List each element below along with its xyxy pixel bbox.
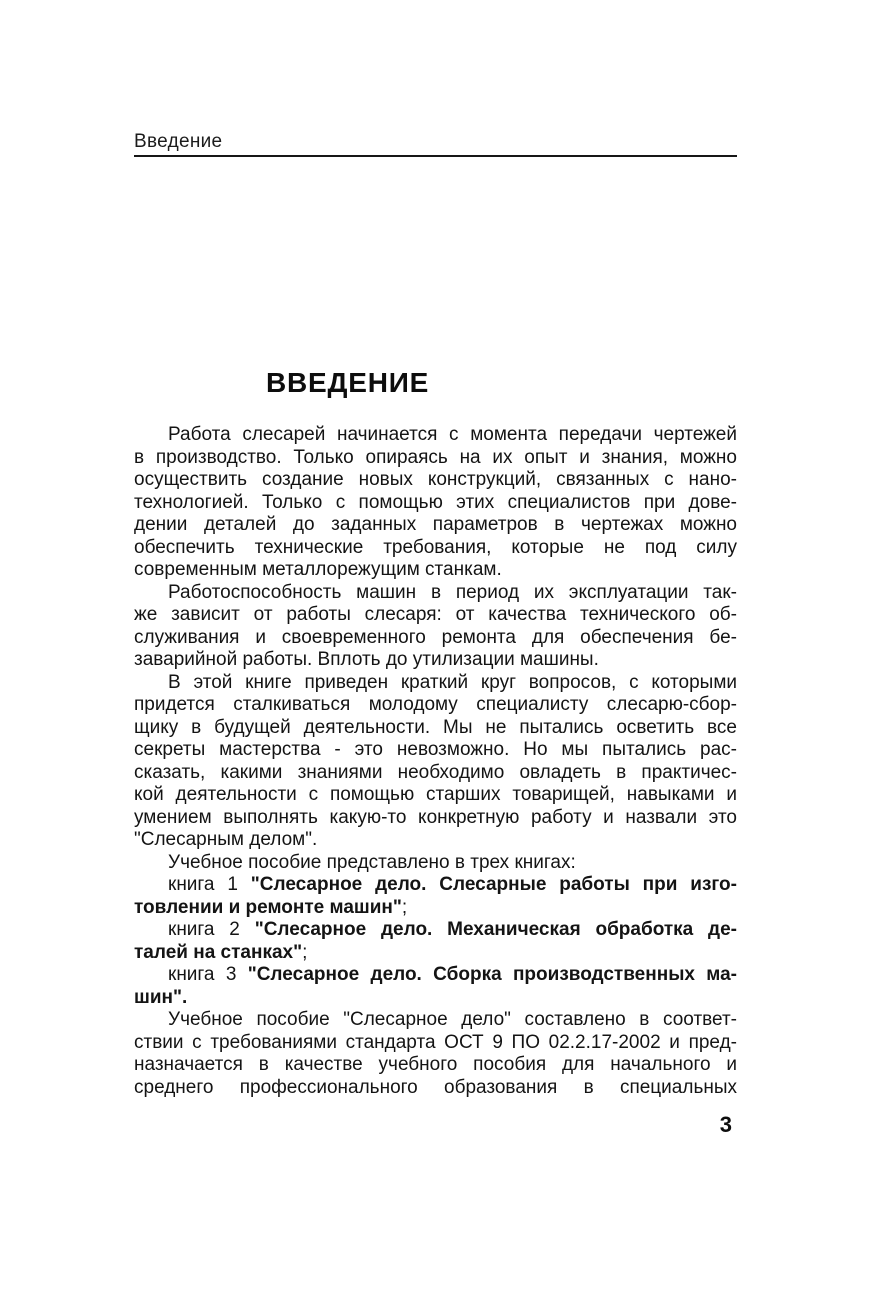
text-line (134, 852, 737, 875)
text-line (134, 717, 737, 740)
chapter-title: ВВЕДЕНИЕ (266, 367, 430, 398)
text-line (134, 537, 737, 560)
text-segment: Учебное пособие представлено в трех книгах: (168, 851, 576, 873)
bold-text-segment: "Слесарное дело. Слесарные работы при изго- (250, 874, 737, 895)
paragraph (134, 852, 737, 875)
text-segment: назначается в качестве учебного пособия для начального и (134, 1054, 737, 1075)
text-segment: в производство. Только опираясь на их опыт и знания, можно (134, 446, 737, 468)
text-segment: же зависит от работы слесаря: от качества технического об- (134, 604, 737, 625)
paragraph (134, 919, 737, 964)
text-line (134, 492, 737, 515)
text-segment: Работоспособность машин в период их эксплуатации так- (168, 581, 737, 603)
text-line (134, 1077, 737, 1100)
text-line (134, 604, 737, 627)
text-segment: В этой книге приведен краткий круг вопросов, с которыми (168, 671, 737, 693)
text-line (134, 942, 737, 965)
bold-text-segment: "Слесарное дело. Сборка производственных ма- (247, 964, 737, 985)
text-segment: ; (302, 941, 308, 963)
text-segment: книга 1 (168, 874, 251, 895)
text-line (134, 514, 737, 537)
text-segment: осуществить создание новых конструкций, связанных с нано- (134, 469, 737, 490)
text-line (134, 1054, 737, 1077)
text-segment: ; (401, 896, 408, 918)
text-segment: среднего профессионального образования в специальных (134, 1076, 737, 1098)
text-line (134, 672, 737, 695)
text-line (134, 559, 737, 582)
body-text (134, 424, 737, 1099)
text-line (134, 784, 737, 807)
paragraph (134, 874, 737, 919)
text-segment: придется сталкиваться молодому специалисту слесарю-сбор- (134, 694, 737, 715)
paragraph (134, 424, 737, 582)
text-line (134, 424, 737, 447)
text-segment: ствии с требованиями стандарта ОСТ 9 ПО 02.2.17-2002 и пред- (134, 1031, 737, 1053)
text-segment: Учебное пособие "Слесарное дело" составлено в соответ- (168, 1009, 737, 1030)
text-segment: книга 2 (168, 919, 255, 940)
paragraph (134, 672, 737, 852)
paragraph (134, 582, 737, 672)
bold-text-segment: товлении и ремонте машин" (134, 896, 402, 918)
page-number: 3 (719, 1112, 732, 1137)
text-line (134, 694, 737, 717)
text-line (134, 964, 737, 987)
text-segment: дении деталей до заданных параметров в чертежах можно (134, 514, 737, 535)
text-line (134, 829, 737, 852)
text-line (134, 762, 737, 785)
text-line (134, 987, 737, 1010)
text-segment: заварийной работы. Вплоть до утилизации машины. (134, 649, 599, 670)
running-header (134, 131, 737, 153)
text-line (134, 807, 737, 830)
running-header-label: Введение (134, 131, 223, 152)
text-line (134, 874, 737, 897)
text-line (134, 582, 737, 605)
text-segment: обеспечить технические требования, которые не под силу (134, 536, 737, 558)
text-line (134, 1009, 737, 1032)
text-segment: секреты мастерства - это невозможно. Но мы пытались рас- (134, 739, 737, 760)
text-line (134, 897, 737, 920)
header-rule (134, 155, 737, 157)
bold-text-segment: талей на станках" (134, 941, 303, 963)
text-segment: кой деятельности с помощью старших товарищей, навыками и (134, 784, 737, 805)
text-segment: щику в будущей деятельности. Мы не пытались осветить все (134, 716, 737, 738)
text-line (134, 649, 737, 672)
text-line (134, 919, 737, 942)
text-line (134, 627, 737, 650)
text-line (134, 469, 737, 492)
bold-text-segment: "Слесарное дело. Механическая обработка де- (254, 919, 738, 940)
text-segment: книга 3 (168, 964, 248, 985)
bold-text-segment: шин". (134, 986, 188, 1008)
text-segment: служивания и своевременного ремонта для обеспечения бе- (134, 626, 737, 648)
text-segment: "Слесарным делом". (134, 829, 318, 850)
text-line (134, 739, 737, 762)
text-segment: технологией. Только с помощью этих специалистов при дове- (134, 491, 737, 513)
text-segment: Работа слесарей начинается с момента передачи чертежей (168, 424, 737, 445)
paragraph (134, 964, 737, 1009)
paragraph (134, 1009, 737, 1099)
text-line (134, 447, 737, 470)
text-line (134, 1032, 737, 1055)
text-segment: сказать, какими знаниями необходимо овладеть в практичес- (134, 761, 737, 783)
text-segment: современным металлорежущим станкам. (134, 559, 502, 580)
text-segment: умением выполнять какую-то конкретную работу и назвали это (134, 806, 737, 828)
